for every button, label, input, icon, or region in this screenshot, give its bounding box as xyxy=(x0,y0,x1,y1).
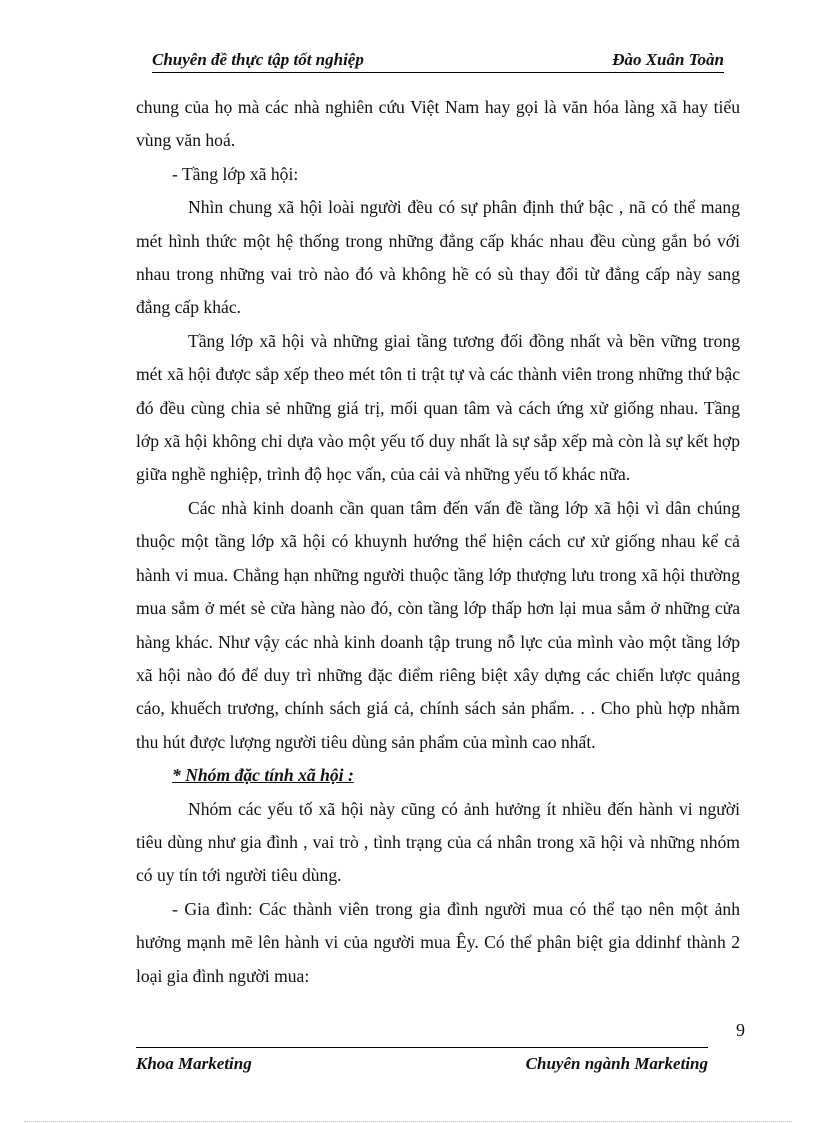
subheading-text: * Nhóm đặc tính xã hội : xyxy=(172,765,354,786)
page-number: 9 xyxy=(736,1020,745,1040)
paragraph-continuation: chung của họ mà các nhà nghiên cứu Việt Nam hay gọi là văn hóa làng xã hay tiểu vùng văn hoá. xyxy=(136,97,740,151)
page-footer xyxy=(136,1054,708,1078)
paragraph-social-class-definition: Tầng lớp xã hội và những giai tầng tương đối đồng nhất và bền vững trong mét xã hội được sắp xếp theo mét tôn ti trật tự và các thành viên trong những thứ bậc đó đều cùng chia sẻ những giá trị, mối quan tâm và cách ứng xử giống nhau. Tầng lớp xã hội không chỉ dựa vào một yếu tố duy nhất là sự sắp xếp mà còn là sự kết hợp giữa nghề nghiệp, trình độ học vấn, của cải và những yếu tố khác nữa. xyxy=(136,330,740,485)
page-bottom-edge xyxy=(24,1121,792,1122)
header-report-title: Chuyên đề thực tập tốt nghiệp xyxy=(152,50,364,69)
footer-faculty: Khoa Marketing xyxy=(136,1054,252,1073)
page-header xyxy=(152,48,724,73)
paragraph-social-hierarchy: Nhìn chung xã hội loài người đều có sự phân định thứ bậc , nã có thể mang mét hình thức một hệ thống trong những đẳng cấp khác nhau đều cùng gắn bó với nhau trong những vai trò nào đó và không hề có sù thay đổi từ đẳng cấp này sang đẳng cấp khác. xyxy=(136,197,740,318)
footer-major: Chuyên ngành Marketing xyxy=(525,1054,708,1073)
paragraph-business-implication: Các nhà kinh doanh cần quan tâm đến vấn đề tầng lớp xã hội vì dân chúng thuộc một tầng lớp xã hội có khuynh hướng thể hiện cách cư xử giống nhau kể cả hành vi mua. Chẳng hạn những người thuộc tầng lớp thượng lưu trong xã hội thường mua sắm ở mét sè cửa hàng nào đó, còn tầng lớp thấp hơn lại mua sắm ở những cửa hàng khác. Như vậy các nhà kinh doanh tập trung nỗ lực của mình vào một tầng lớp xã hội nào đó để duy trì những đặc điểm riêng biệt xây dựng các chiến lược quảng cáo, khuếch trương, chính sách giá cả, chính sách sản phẩm. . . Cho phù hợp nhằm thu hút được lượng người tiêu dùng sản phẩm của mình cao nhất. xyxy=(136,497,740,752)
document-body xyxy=(136,91,740,993)
header-author-name: Đào Xuân Toàn xyxy=(612,50,724,69)
subheading-social-group xyxy=(136,759,740,792)
section-label-social-class: - Tầng lớp xã hội: xyxy=(172,163,299,184)
footer-divider xyxy=(136,1047,708,1048)
paragraph-family: - Gia đình: Các thành viên trong gia đình người mua có thể tạo nên một ảnh hưởng mạnh mẽ lên hành vi của người mua Êy. Có thể phân biệt gia ddinhf thành 2 loại gia đình người mua: xyxy=(136,898,740,986)
paragraph-social-factors: Nhóm các yếu tố xã hội này cũng có ảnh hưởng ít nhiều đến hành vi người tiêu dùng như gia đình , vai trò , tình trạng của cá nhân trong xã hội và những nhóm có uy tín tới người tiêu dùng. xyxy=(136,798,740,886)
